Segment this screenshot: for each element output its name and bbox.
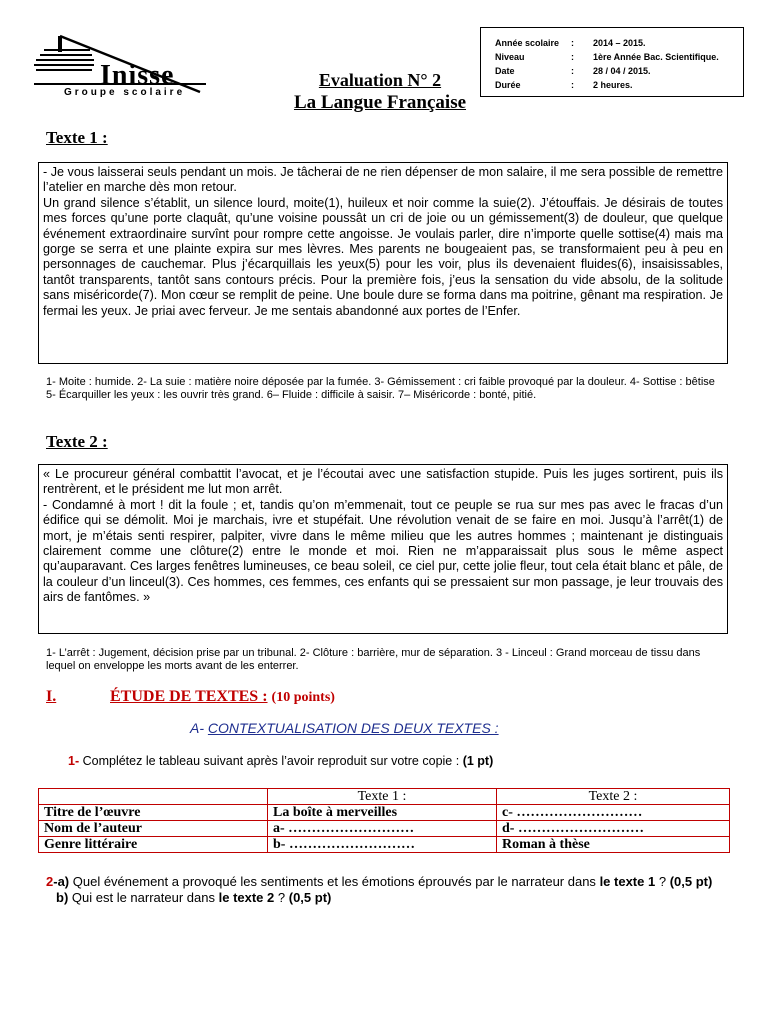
question-text: Qui est le narrateur dans [71,889,215,905]
logo-subtitle: Groupe scolaire [64,87,186,98]
question-2 [46,874,736,905]
table-cell: Genre littéraire [39,837,268,853]
table-cell: Roman à thèse [497,837,730,853]
page-title: Evaluation N° 2 [318,70,442,90]
question-emphasis: le texte 1 [599,874,656,889]
table-header-cell: Texte 1 : [268,789,497,805]
question-emphasis: le texte 2 [218,889,275,905]
info-row: Année scolaire : 2014 – 2015. [495,38,646,48]
info-key: Année scolaire [495,38,560,48]
info-value: 1ère Année Bac. Scientifique. [593,52,719,62]
texte1-heading: Texte 1 : [46,128,108,147]
question-points: (0,5 pt) [288,889,332,905]
question-points: (1 pt) [462,754,494,768]
table-header-row [39,789,730,805]
texte1-paragraph: Un grand silence s’établit, un silence lourd, moite(1), huileux et noir comme la suie(2). J’étouffais. Je désirais de toutes mes forces qu’une porte claquât, qu’une voisine poussât un cri de joie ou un gémissement(3) de douleur, que quelque événement extraordinaire survînt pour rompre cette angoisse. Je voulais parler, dire n’importe quelle sottise(4) mais ma gorge se serra et une plainte expira sur mes lèvres. Mes parents ne bougeaient pas, se transformaient peu à peu en personnages de cauchemar. Plus j’écarquillais les yeux(5) pour les voir, plus ils devenaient fluides(6), insaisissables, tantôt transparents, tantôt sans contours précis. Pour la première fois, j’eus la sensation du vide absolu, de la solitude sans miséricorde(7). Mon cœur se remplit de peine. Une boule dure se forma dans ma poitrine, gênant ma respiration. Je fermai les yeux. Je priai avec ferveur. Je me sentais abandonné aux portes de l’Enfer. [43,195,723,318]
completion-table [38,788,730,853]
table-cell: c- ……………………… [497,805,730,821]
question-2b [46,890,736,906]
section-number: I. [46,688,57,705]
table-cell: d- ……………………… [497,821,730,837]
question-end: ? [658,874,667,889]
table-cell: a- ……………………… [268,821,497,837]
info-key: Niveau [495,52,525,62]
question-end: ? [277,889,286,905]
question-label: b) [56,889,69,905]
info-value: 28 / 04 / 2015. [593,66,651,76]
question-text: Complétez le tableau suivant après l’avoir reproduit sur votre copie : [82,754,460,768]
table-header-cell [39,789,268,805]
texte2-paragraph: « Le procureur général combattit l’avocat, et je l’écoutai avec une satisfaction stupide. Puis les juges sortirent, puis ils rentrèrent, et le président me lut mon arrêt. [43,467,723,497]
table-header-cell: Texte 2 : [497,789,730,805]
question-number: 2 [46,874,54,889]
subsection-title: CONTEXTUALISATION DES DEUX TEXTES : [207,720,499,736]
texte2-heading: Texte 2 : [46,432,108,451]
texte2-glossary: 1- L’arrêt : Jugement, décision prise par un tribunal. 2- Clôture : barrière, mur de séparation. 3 - Linceul : Grand morceau de tissu dans lequel on enveloppe les morts avant de les enterrer. [46,647,701,672]
question-2a [46,874,736,890]
table-cell: Titre de l’œuvre [39,805,268,821]
table-cell: b- ……………………… [268,837,497,853]
info-key: Durée [495,80,521,90]
subsection-prefix: A- [190,720,204,736]
texte2-paragraph: - Condamné à mort ! dit la foule ; et, tandis qu’on m’emmenait, tout ce peuple se rua sur mes pas avec le fracas d’un édifice qui se démolit. Moi je marchais, ivre et stupéfait. Une révolution venait de se faire en moi. Jusqu’à l’arrêt(1) de mort, je m’étais senti respirer, palpiter, vivre dans le même milieu que les autres hommes ; maintenant je distinguais clairement comme une clôture(2) entre le monde et moi. Rien ne m’apparaissait plus sous le même aspect qu’auparavant. Ces larges fenêtres lumineuses, ce beau soleil, ce ciel pur, cette jolie fleur, tout cela était blanc et pâle, de la couleur d’un linceul(3). Ces hommes, ces femmes, ces enfants qui se pressaient sur mon passage, je leur trouvais des airs de fantômes. » [43,497,723,605]
info-row: Durée : 2 heures. [495,80,633,90]
page-subtitle: La Langue Française [293,92,467,113]
section-heading [46,688,335,706]
info-value: 2 heures. [593,80,633,90]
table-cell: La boîte à merveilles [268,805,497,821]
table-row [39,837,730,853]
subsection-heading [190,720,499,736]
question-label: -a) [53,874,70,889]
texte1-glossary: 1- Moite : humide. 2- La suie : matière noire déposée par la fumée. 3- Gémissement : cri faible provoqué par la douleur. 4- Sottise : bêtise 5- Écarquiller les yeux : les ouvrir très grand. 6– Fluide : difficile à saisir. 7– Miséricorde : bonté, pitié. [46,376,715,401]
exam-info-box [480,27,744,97]
info-row: Date : 28 / 04 / 2015. [495,66,651,76]
info-value: 2014 – 2015. [593,38,646,48]
section-points: (10 points) [271,690,335,705]
texte1-paragraph: - Je vous laisserai seuls pendant un mois. Je tâcherai de ne rien dépenser de mon salaire, il me sera possible de remettre l’atelier en marche dès mon retour. [43,165,723,195]
question-points: (0,5 pt) [669,874,713,889]
info-key: Date [495,66,515,76]
question-text: Quel événement a provoqué les sentiments et les émotions éprouvés par le narrateur dans [72,874,596,889]
table-row [39,821,730,837]
texte1-passage [38,162,728,364]
logo-name: Inisse [100,60,175,91]
school-logo [30,32,210,102]
table-row [39,805,730,821]
info-row: Niveau : 1ère Année Bac. Scientifique. [495,52,719,62]
question-1 [68,754,493,768]
section-title: ÉTUDE DE TEXTES : [110,688,268,705]
table-cell: Nom de l’auteur [39,821,268,837]
question-number: 1- [68,754,80,768]
texte2-passage [38,464,728,634]
